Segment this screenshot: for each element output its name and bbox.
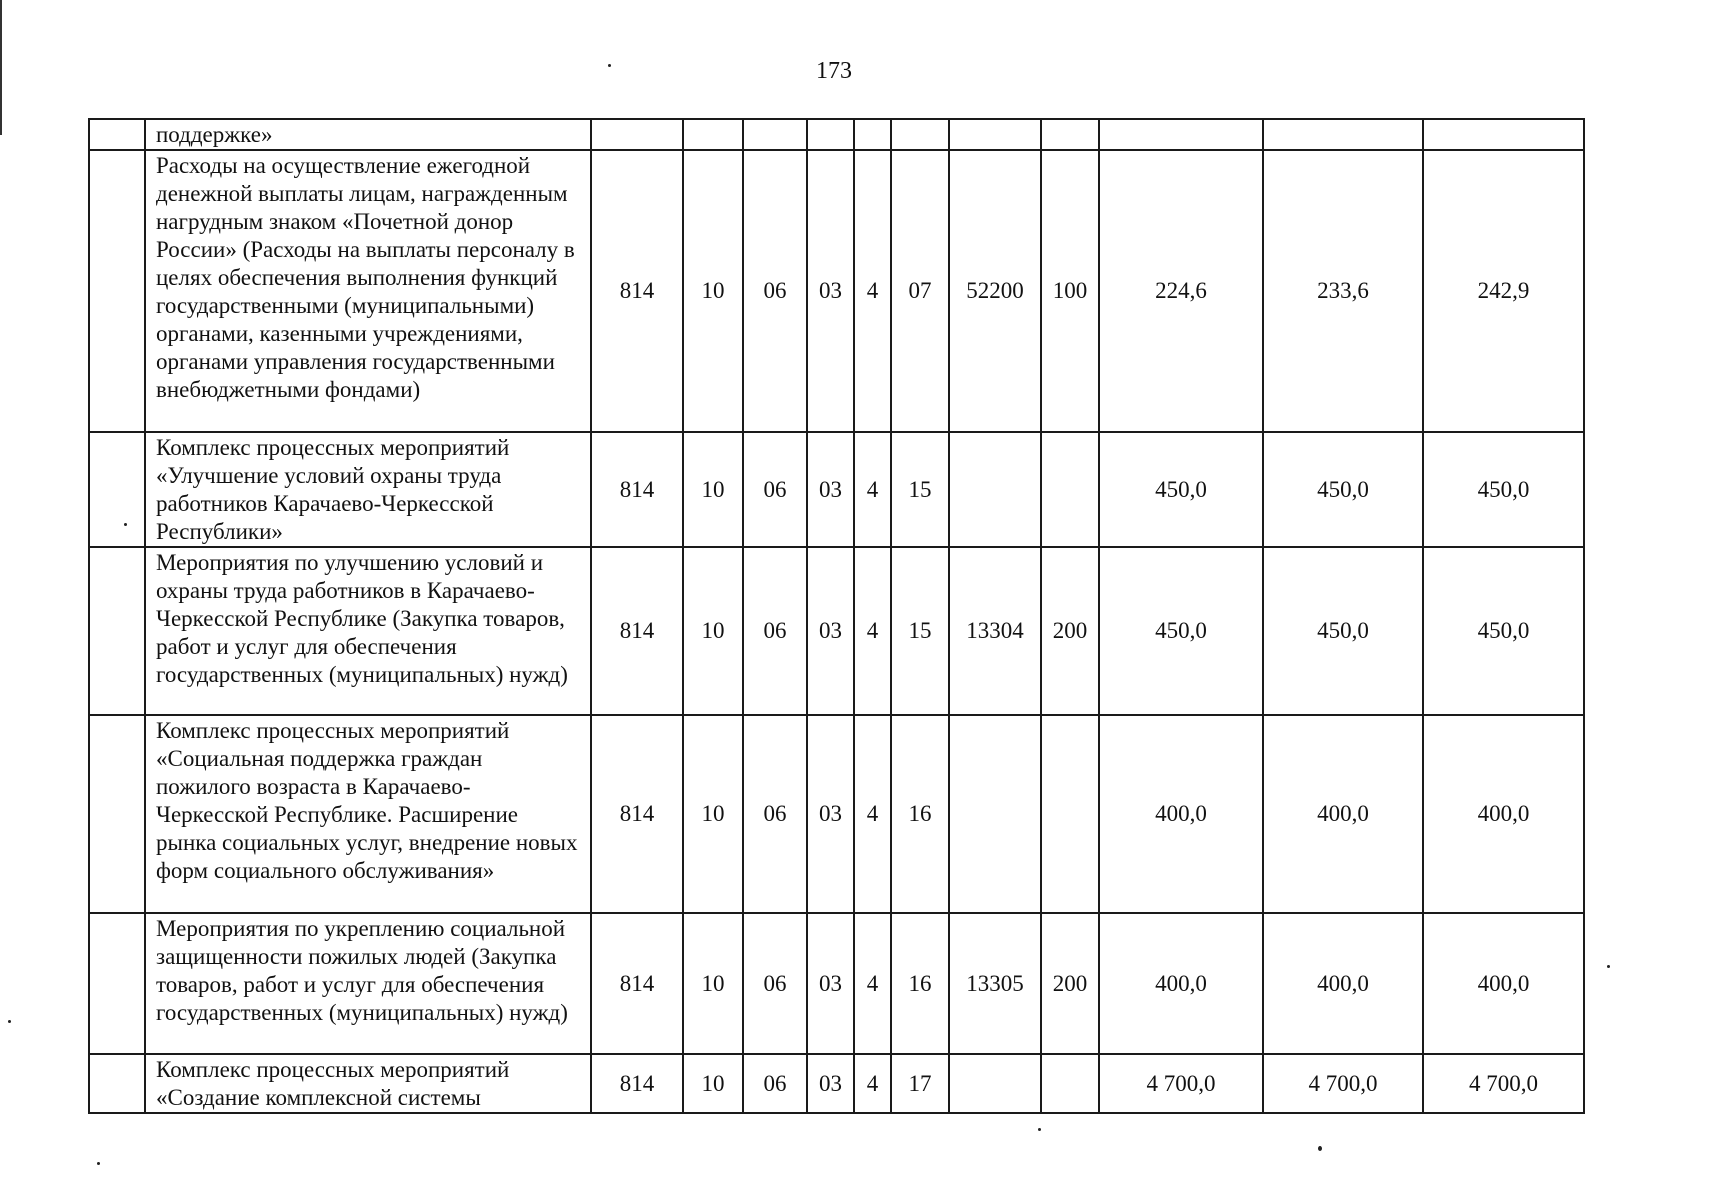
- amount-year-3-cell: 450,0: [1423, 547, 1584, 715]
- item-name-cell: Расходы на осуществление ежегодной денежной выплаты лицам, награжденным нагрудным знаком «Почетной донор России» (Расходы на выплаты персоналу в целях обеспечения выполнения функций государственными (муниципальными) органами, казенными учреждениями, органами управления государственными внебюджетными фондами): [145, 150, 591, 432]
- expense-type-cell: [1041, 1054, 1099, 1113]
- ministry-code-cell: 814: [591, 432, 683, 547]
- direction-code-cell: [949, 715, 1041, 913]
- amount-year-2-cell: 400,0: [1263, 913, 1423, 1054]
- subsection-cell: 06: [743, 715, 807, 913]
- amount-year-2-cell: [1263, 119, 1423, 150]
- amount-year-3-cell: 450,0: [1423, 432, 1584, 547]
- row-number-cell: [89, 150, 145, 432]
- structural-element-cell: 16: [891, 913, 949, 1054]
- subsection-cell: 06: [743, 547, 807, 715]
- structural-element-cell: 07: [891, 150, 949, 432]
- amount-year-1-cell: [1099, 119, 1263, 150]
- amount-year-3-cell: [1423, 119, 1584, 150]
- program-code-cell: 03: [807, 913, 854, 1054]
- program-code-cell: 03: [807, 432, 854, 547]
- direction-code-cell: [949, 432, 1041, 547]
- program-type-cell: 4: [854, 913, 891, 1054]
- scan-speck: [1318, 1146, 1322, 1151]
- table-row: [89, 150, 1584, 432]
- table-row: [89, 1054, 1584, 1113]
- amount-year-3-cell: 4 700,0: [1423, 1054, 1584, 1113]
- amount-year-1-cell: 400,0: [1099, 913, 1263, 1054]
- structural-element-cell: 16: [891, 715, 949, 913]
- amount-year-2-cell: 450,0: [1263, 547, 1423, 715]
- ministry-code-cell: 814: [591, 913, 683, 1054]
- amount-year-2-cell: 400,0: [1263, 715, 1423, 913]
- ministry-code-cell: 814: [591, 547, 683, 715]
- item-name-cell: Комплекс процессных мероприятий «Улучшение условий охраны труда работников Карачаево-Черкесской Республики»: [145, 432, 591, 547]
- table-row: [89, 547, 1584, 715]
- direction-code-cell: [949, 119, 1041, 150]
- expense-type-cell: 200: [1041, 547, 1099, 715]
- program-type-cell: 4: [854, 432, 891, 547]
- program-type-cell: 4: [854, 1054, 891, 1113]
- item-name-cell: Мероприятия по улучшению условий и охраны труда работников в Карачаево-Черкесской Республике (Закупка товаров, работ и услуг для обеспечения государственных (муниципальных) нужд): [145, 547, 591, 715]
- amount-year-3-cell: 400,0: [1423, 913, 1584, 1054]
- section-cell: [683, 119, 743, 150]
- item-name-cell: Мероприятия по укреплению социальной защищенности пожилых людей (Закупка товаров, работ и услуг для обеспечения государственных (муниципальных) нужд): [145, 913, 591, 1054]
- subsection-cell: 06: [743, 913, 807, 1054]
- program-type-cell: [854, 119, 891, 150]
- structural-element-cell: 15: [891, 432, 949, 547]
- table-row: [89, 119, 1584, 150]
- subsection-cell: 06: [743, 150, 807, 432]
- direction-code-cell: [949, 1054, 1041, 1113]
- structural-element-cell: 15: [891, 547, 949, 715]
- ministry-code-cell: [591, 119, 683, 150]
- row-number-cell: [89, 119, 145, 150]
- section-cell: 10: [683, 547, 743, 715]
- scan-speck: [608, 64, 611, 67]
- item-name-cell: поддержке»: [145, 119, 591, 150]
- subsection-cell: 06: [743, 1054, 807, 1113]
- row-number-cell: [89, 547, 145, 715]
- structural-element-cell: [891, 119, 949, 150]
- amount-year-1-cell: 400,0: [1099, 715, 1263, 913]
- expense-type-cell: [1041, 432, 1099, 547]
- section-cell: 10: [683, 150, 743, 432]
- program-code-cell: 03: [807, 1054, 854, 1113]
- page-number: 173: [816, 58, 852, 84]
- amount-year-1-cell: 450,0: [1099, 432, 1263, 547]
- direction-code-cell: 13305: [949, 913, 1041, 1054]
- amount-year-1-cell: 450,0: [1099, 547, 1263, 715]
- row-number-cell: [89, 715, 145, 913]
- program-type-cell: 4: [854, 547, 891, 715]
- structural-element-cell: 17: [891, 1054, 949, 1113]
- program-code-cell: [807, 119, 854, 150]
- amount-year-1-cell: 4 700,0: [1099, 1054, 1263, 1113]
- scan-speck: [1607, 965, 1610, 968]
- table-row: [89, 913, 1584, 1054]
- ministry-code-cell: 814: [591, 715, 683, 913]
- row-number-cell: [89, 1054, 145, 1113]
- item-name-cell: Комплекс процессных мероприятий «Создание комплексной системы: [145, 1054, 591, 1113]
- row-number-cell: [89, 913, 145, 1054]
- program-code-cell: 03: [807, 150, 854, 432]
- program-type-cell: 4: [854, 715, 891, 913]
- ministry-code-cell: 814: [591, 1054, 683, 1113]
- program-code-cell: 03: [807, 547, 854, 715]
- amount-year-2-cell: 233,6: [1263, 150, 1423, 432]
- item-name-cell: Комплекс процессных мероприятий «Социальная поддержка граждан пожилого возраста в Карачаево-Черкесской Республике. Расширение рынка социальных услуг, внедрение новых форм социального обслуживания»: [145, 715, 591, 913]
- section-cell: 10: [683, 715, 743, 913]
- program-code-cell: 03: [807, 715, 854, 913]
- section-cell: 10: [683, 913, 743, 1054]
- expense-type-cell: [1041, 119, 1099, 150]
- scan-speck: [8, 1020, 11, 1023]
- table-row: [89, 715, 1584, 913]
- budget-table: [88, 118, 1585, 1114]
- amount-year-3-cell: 400,0: [1423, 715, 1584, 913]
- subsection-cell: [743, 119, 807, 150]
- amount-year-1-cell: 224,6: [1099, 150, 1263, 432]
- program-type-cell: 4: [854, 150, 891, 432]
- table-row: [89, 432, 1584, 547]
- amount-year-2-cell: 4 700,0: [1263, 1054, 1423, 1113]
- direction-code-cell: 52200: [949, 150, 1041, 432]
- section-cell: 10: [683, 1054, 743, 1113]
- amount-year-3-cell: 242,9: [1423, 150, 1584, 432]
- section-cell: 10: [683, 432, 743, 547]
- scan-speck: [1038, 1128, 1041, 1131]
- amount-year-2-cell: 450,0: [1263, 432, 1423, 547]
- expense-type-cell: 200: [1041, 913, 1099, 1054]
- subsection-cell: 06: [743, 432, 807, 547]
- expense-type-cell: 100: [1041, 150, 1099, 432]
- direction-code-cell: 13304: [949, 547, 1041, 715]
- ministry-code-cell: 814: [591, 150, 683, 432]
- scan-speck: [124, 523, 127, 526]
- expense-type-cell: [1041, 715, 1099, 913]
- scan-speck: [97, 1162, 100, 1165]
- row-number-cell: [89, 432, 145, 547]
